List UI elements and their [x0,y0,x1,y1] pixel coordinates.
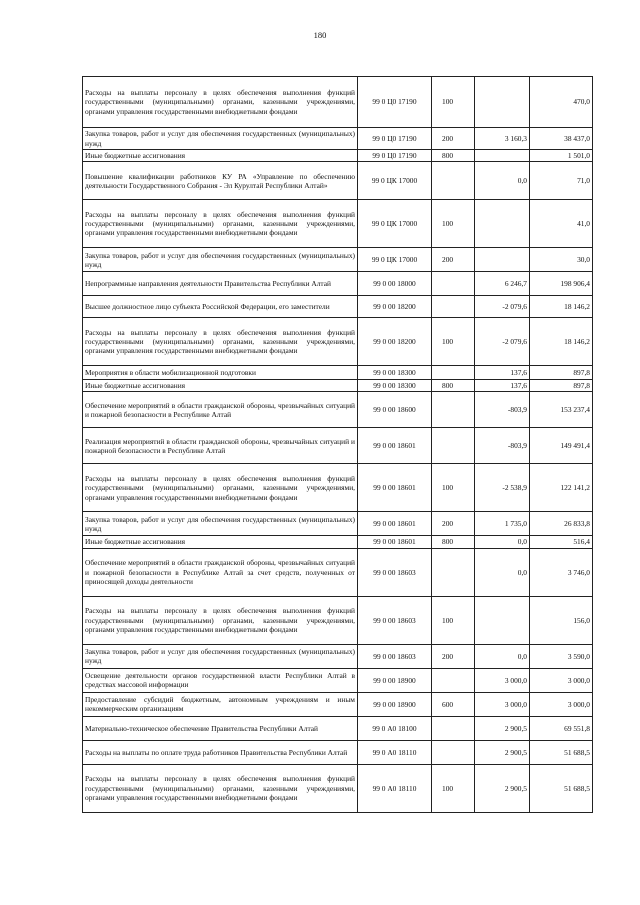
row-code-cell: 99 0 00 18200 [358,296,432,318]
table-row [83,296,593,318]
row-name-cell: Расходы на выплаты персоналу в целях обеспечения выполнения функций государственными (муниципальными) органами, казенными учреждениями, органами управления государственными внебюджетными фондами [83,764,358,812]
row-code-cell: 99 0 ЦК 17000 [358,162,432,200]
row-name-cell: Обеспечение мероприятий в области гражданской обороны, чрезвычайных ситуаций и пожарной безопасности в Республике Алтай за счет средств, полученных от приносящей доходы деятельности [83,548,358,596]
row-change-cell: -2 079,6 [475,318,530,366]
row-name-cell: Предоставление субсидий бюджетным, автономным учреждениям и иным некоммерческим организациям [83,692,358,716]
row-change-cell: 6 246,7 [475,272,530,296]
row-total-cell: 69 551,8 [530,716,593,740]
row-name-cell: Повышение квалификации работников КУ РА «Управление по обеспечению деятельности Государственного Собрания - Эл Курултай Республики Алтай» [83,162,358,200]
table-row [83,392,593,428]
row-code-cell: 99 0 00 18601 [358,512,432,536]
row-total-cell: 51 688,5 [530,764,593,812]
row-name-cell: Обеспечение мероприятий в области гражданской обороны, чрезвычайных ситуаций и пожарной безопасности в Республике Алтай [83,392,358,428]
table-row [83,248,593,272]
row-expense-type-cell: 100 [432,596,475,644]
row-code-cell: 99 0 00 18600 [358,392,432,428]
budget-table-body [83,77,593,813]
row-code-cell: 99 0 ЦК 17000 [358,200,432,248]
row-expense-type-cell: 200 [432,644,475,668]
row-code-cell: 99 0 Ц0 17190 [358,77,432,128]
row-name-cell: Расходы на выплаты по оплате труда работников Правительства Республики Алтай [83,740,358,764]
row-change-cell: 2 900,5 [475,716,530,740]
row-name-cell: Материально-техническое обеспечение Правительства Республики Алтай [83,716,358,740]
row-total-cell: 153 237,4 [530,392,593,428]
row-expense-type-cell [432,296,475,318]
row-expense-type-cell: 200 [432,128,475,150]
row-name-cell: Непрограммные направления деятельности Правительства Республики Алтай [83,272,358,296]
row-change-cell: 1 735,0 [475,512,530,536]
row-name-cell: Закупка товаров, работ и услуг для обеспечения государственных (муниципальных) нужд [83,644,358,668]
table-row [83,596,593,644]
row-total-cell: 470,0 [530,77,593,128]
row-total-cell: 3 746,0 [530,548,593,596]
row-total-cell: 198 906,4 [530,272,593,296]
table-row [83,548,593,596]
row-code-cell: 99 0 А0 18110 [358,764,432,812]
table-row [83,536,593,548]
row-change-cell [475,77,530,128]
row-change-cell: -2 079,6 [475,296,530,318]
table-row [83,162,593,200]
table-row [83,644,593,668]
row-expense-type-cell: 100 [432,77,475,128]
row-name-cell: Освещение деятельности органов государственной власти Республики Алтай в средствах массовой информации [83,668,358,692]
row-code-cell: 99 0 00 18300 [358,380,432,392]
row-total-cell: 26 833,8 [530,512,593,536]
row-expense-type-cell: 200 [432,248,475,272]
table-row [83,200,593,248]
row-change-cell: 0,0 [475,548,530,596]
row-change-cell [475,150,530,162]
row-change-cell [475,200,530,248]
row-code-cell: 99 0 Ц0 17190 [358,150,432,162]
row-expense-type-cell: 600 [432,692,475,716]
table-row [83,318,593,366]
row-code-cell: 99 0 00 18900 [358,692,432,716]
row-change-cell: -803,9 [475,428,530,464]
row-name-cell: Высшее должностное лицо субъекта Российской Федерации, его заместители [83,296,358,318]
table-row [83,77,593,128]
row-expense-type-cell [432,716,475,740]
row-expense-type-cell: 100 [432,318,475,366]
row-change-cell: -803,9 [475,392,530,428]
row-expense-type-cell: 100 [432,764,475,812]
row-change-cell: 0,0 [475,644,530,668]
table-row [83,716,593,740]
budget-table [82,76,593,813]
row-code-cell: 99 0 00 18000 [358,272,432,296]
table-row [83,380,593,392]
table-row [83,464,593,512]
row-change-cell: 3 160,3 [475,128,530,150]
page-number: 180 [313,30,327,40]
row-expense-type-cell: 100 [432,464,475,512]
row-name-cell: Расходы на выплаты персоналу в целях обеспечения выполнения функций государственными (муниципальными) органами, казенными учреждениями, органами управления государственными внебюджетными фондами [83,464,358,512]
row-code-cell: 99 0 00 18601 [358,464,432,512]
table-row [83,272,593,296]
row-expense-type-cell [432,668,475,692]
row-expense-type-cell [432,740,475,764]
table-row [83,150,593,162]
row-total-cell: 1 501,0 [530,150,593,162]
row-total-cell: 156,0 [530,596,593,644]
row-expense-type-cell [432,366,475,380]
row-total-cell: 897,8 [530,380,593,392]
row-total-cell: 3 590,0 [530,644,593,668]
row-total-cell: 30,0 [530,248,593,272]
row-code-cell: 99 0 А0 18110 [358,740,432,764]
row-total-cell: 897,8 [530,366,593,380]
row-name-cell: Иные бюджетные ассигнования [83,536,358,548]
row-change-cell: 137,6 [475,366,530,380]
row-name-cell: Расходы на выплаты персоналу в целях обеспечения выполнения функций государственными (муниципальными) органами, казенными учреждениями, органами управления государственными внебюджетными фондами [83,596,358,644]
row-code-cell: 99 0 00 18900 [358,668,432,692]
row-code-cell: 99 0 00 18603 [358,644,432,668]
row-expense-type-cell: 800 [432,536,475,548]
row-total-cell: 516,4 [530,536,593,548]
row-change-cell [475,596,530,644]
row-total-cell: 149 491,4 [530,428,593,464]
row-expense-type-cell: 800 [432,380,475,392]
row-expense-type-cell [432,428,475,464]
row-total-cell: 51 688,5 [530,740,593,764]
table-row [83,692,593,716]
row-change-cell: -2 538,9 [475,464,530,512]
row-code-cell: 99 0 00 18601 [358,536,432,548]
row-total-cell: 122 141,2 [530,464,593,512]
row-total-cell: 41,0 [530,200,593,248]
row-name-cell: Закупка товаров, работ и услуг для обеспечения государственных (муниципальных) нужд [83,128,358,150]
row-total-cell: 18 146,2 [530,296,593,318]
table-row [83,764,593,812]
row-change-cell: 3 000,0 [475,692,530,716]
row-total-cell: 71,0 [530,162,593,200]
table-row [83,428,593,464]
row-name-cell: Реализация мероприятий в области гражданской обороны, чрезвычайных ситуаций и пожарной безопасности в Республике Алтай [83,428,358,464]
table-row [83,512,593,536]
row-name-cell: Расходы на выплаты персоналу в целях обеспечения выполнения функций государственными (муниципальными) органами, казенными учреждениями, органами управления государственными внебюджетными фондами [83,200,358,248]
row-name-cell: Расходы на выплаты персоналу в целях обеспечения выполнения функций государственными (муниципальными) органами, казенными учреждениями, органами управления государственными внебюджетными фондами [83,77,358,128]
row-total-cell: 3 000,0 [530,668,593,692]
row-expense-type-cell: 800 [432,150,475,162]
row-change-cell [475,248,530,272]
row-code-cell: 99 0 00 18603 [358,596,432,644]
row-name-cell: Закупка товаров, работ и услуг для обеспечения государственных (муниципальных) нужд [83,512,358,536]
row-code-cell: 99 0 00 18200 [358,318,432,366]
row-name-cell: Иные бюджетные ассигнования [83,380,358,392]
row-change-cell: 2 900,5 [475,764,530,812]
table-row [83,740,593,764]
row-code-cell: 99 0 00 18300 [358,366,432,380]
row-name-cell: Расходы на выплаты персоналу в целях обеспечения выполнения функций государственными (муниципальными) органами, казенными учреждениями, органами управления государственными внебюджетными фондами [83,318,358,366]
row-name-cell: Иные бюджетные ассигнования [83,150,358,162]
row-name-cell: Мероприятия в области мобилизационной подготовки [83,366,358,380]
table-row [83,668,593,692]
row-code-cell: 99 0 00 18601 [358,428,432,464]
row-expense-type-cell [432,548,475,596]
row-total-cell: 18 146,2 [530,318,593,366]
row-expense-type-cell [432,162,475,200]
row-code-cell: 99 0 Ц0 17190 [358,128,432,150]
row-change-cell: 3 000,0 [475,668,530,692]
row-total-cell: 3 000,0 [530,692,593,716]
row-change-cell: 2 900,5 [475,740,530,764]
table-row [83,128,593,150]
row-expense-type-cell: 100 [432,200,475,248]
row-change-cell: 0,0 [475,536,530,548]
row-code-cell: 99 0 А0 18100 [358,716,432,740]
row-code-cell: 99 0 ЦК 17000 [358,248,432,272]
row-change-cell: 137,6 [475,380,530,392]
row-total-cell: 38 437,0 [530,128,593,150]
row-change-cell: 0,0 [475,162,530,200]
row-expense-type-cell [432,392,475,428]
row-expense-type-cell [432,272,475,296]
row-name-cell: Закупка товаров, работ и услуг для обеспечения государственных (муниципальных) нужд [83,248,358,272]
table-row [83,366,593,380]
row-code-cell: 99 0 00 18603 [358,548,432,596]
row-expense-type-cell: 200 [432,512,475,536]
